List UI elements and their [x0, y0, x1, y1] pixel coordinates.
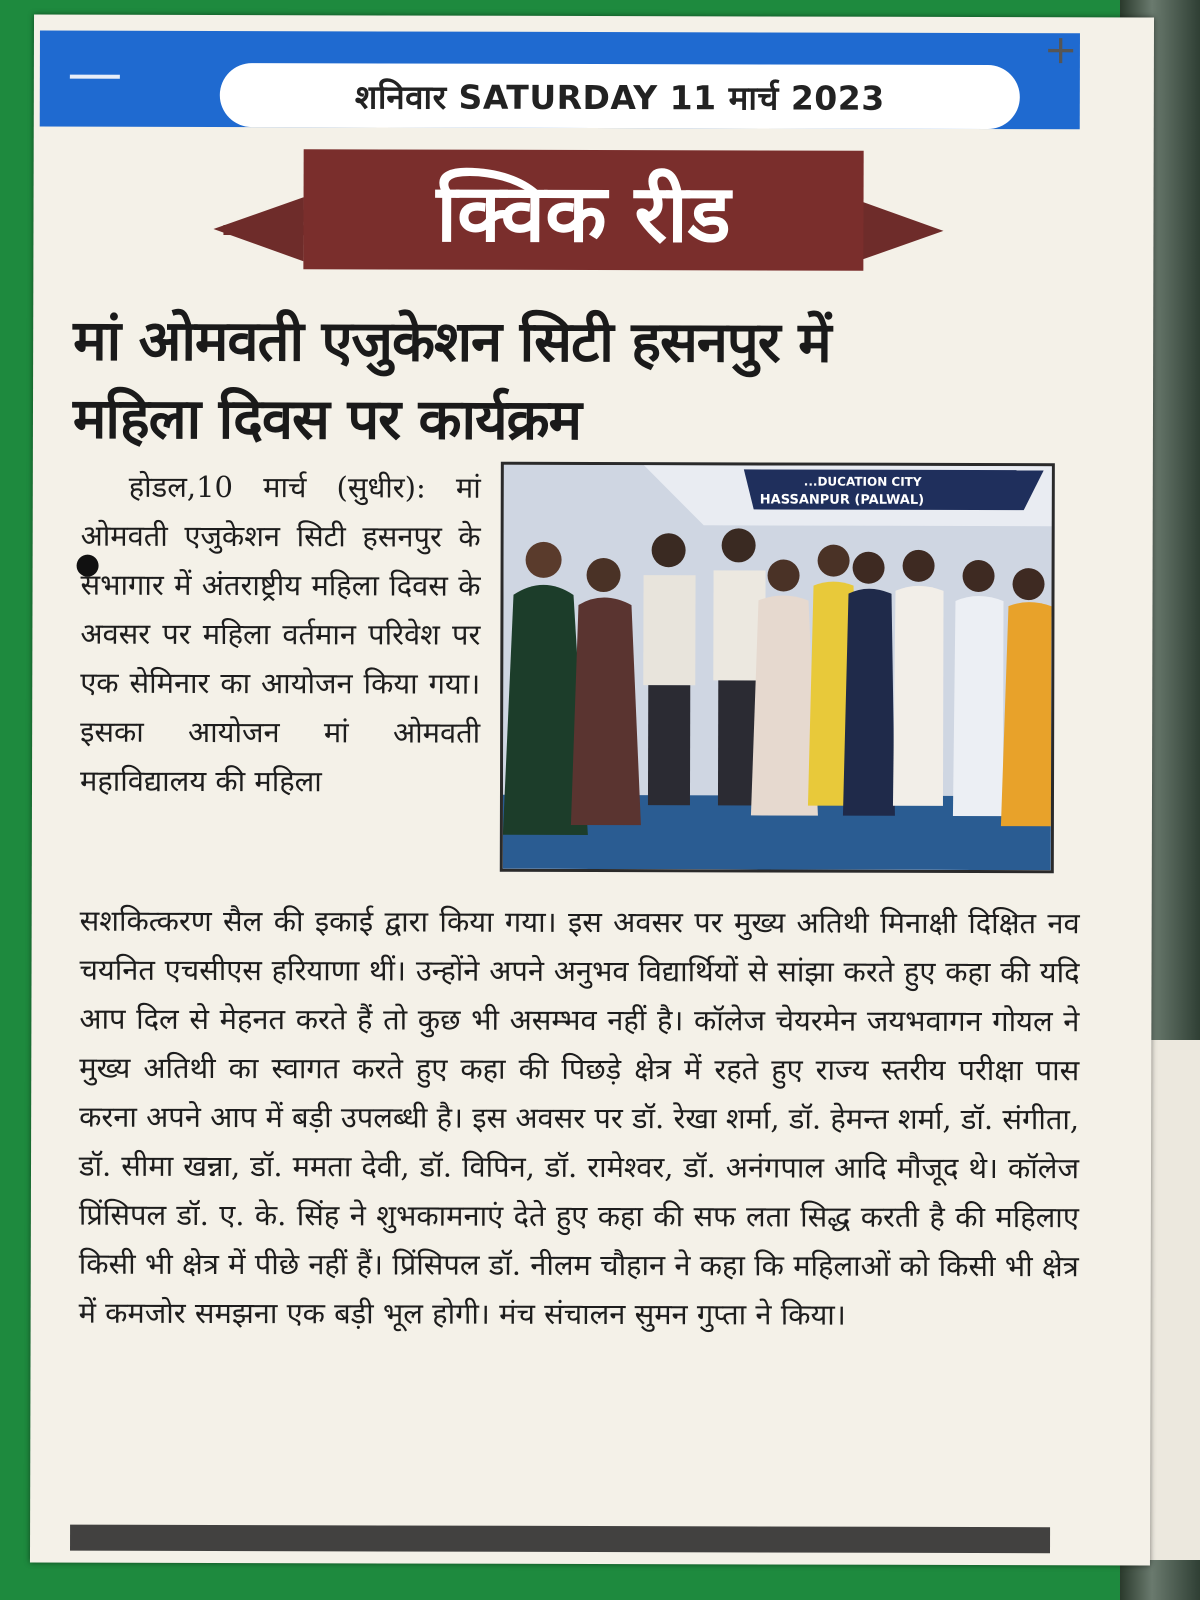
headline-line-2: महिला दिवस पर कार्यक्रम — [72, 386, 582, 453]
photo-banner-line-1: ...DUCATION CITY — [803, 474, 922, 489]
next-article-cutoff — [70, 1525, 1050, 1554]
background-paper-strip — [1150, 1040, 1200, 1560]
date-pill — [220, 63, 1020, 129]
article-column — [80, 463, 481, 807]
crop-mark-icon: + — [1043, 27, 1078, 74]
section-banner — [303, 149, 863, 270]
section-title: क्विक रीड — [436, 166, 731, 260]
photo-banner-line-2: HASSANPUR (PALWAL) — [759, 492, 925, 508]
date-line: शनिवार SATURDAY 11 मार्च 2023 — [354, 76, 885, 118]
article-body: सशकित्करण सैल की इकाई द्वारा किया गया। इस अवसर पर मुख्य अतिथी मिनाक्षी दिक्षित नव चयनित एचसीएस हरियाणा थीं। उन्होंने अपने अनुभव विद्यार्थियों से सांझा करते हुए कहा की यदि आप दिल से मेहनत करते हैं तो कुछ भी असम्भव नहीं है। कॉलेज चेयरमेन जयभवागन गोयल ने मुख्य अतिथी का स्वागत करते हुए कहा की पिछड़े क्षेत्र में रहते हुए राज्य स्तरीय परीक्षा पास करना अपने आप में बड़ी उपलब्धी है। इस अवसर पर डॉ. रेखा शर्मा, डॉ. हेमन्त शर्मा, डॉ. संगीता, डॉ. सीमा खन्ना, डॉ. ममता देवी, डॉ. विपिन, डॉ. रामेश्वर, डॉ. अनंगपाल आदि मौजूद थे। कॉलेज प्रिंसिपल डॉ. ए. के. सिंह ने शुभकामनाएं देते हुए कहा की सफ लता सिद्ध करती है की महिलाए किसी भी क्षेत्र में पीछे नहीं हैं। प्रिंसिपल डॉ. नीलम चौहान ने कहा कि महिलाओं को किसी भी क्षेत्र में कमजोर समझना एक बड़ी भूल होगी। मंच संचालन सुमन गुप्ता ने किया। — [78, 903, 1080, 1332]
dash-mark — [70, 75, 120, 79]
headline — [73, 303, 1073, 462]
section-arrow-right-icon — [853, 199, 943, 263]
newspaper-clipping — [30, 15, 1154, 1566]
date-band — [40, 31, 1080, 130]
section-arrow-left-icon — [213, 197, 303, 261]
article-column-text: मां ओमवती एजुकेशन सिटी हसनपुर के सभागार में अंतराष्ट्रीय महिला दिवस के अवसर पर महिला वर्तमान परिवेश पर एक सेमिनार का आयोजन किया गया। इसका आयोजन मां ओमवती महाविद्यालय की महिला — [79, 470, 481, 799]
article-dateline: होडल,10 मार्च (सुधीर): — [128, 469, 426, 505]
headline-line-1: मां ओमवती एजुकेशन सिटी हसनपुर में — [73, 308, 831, 376]
event-photo — [500, 462, 1055, 873]
